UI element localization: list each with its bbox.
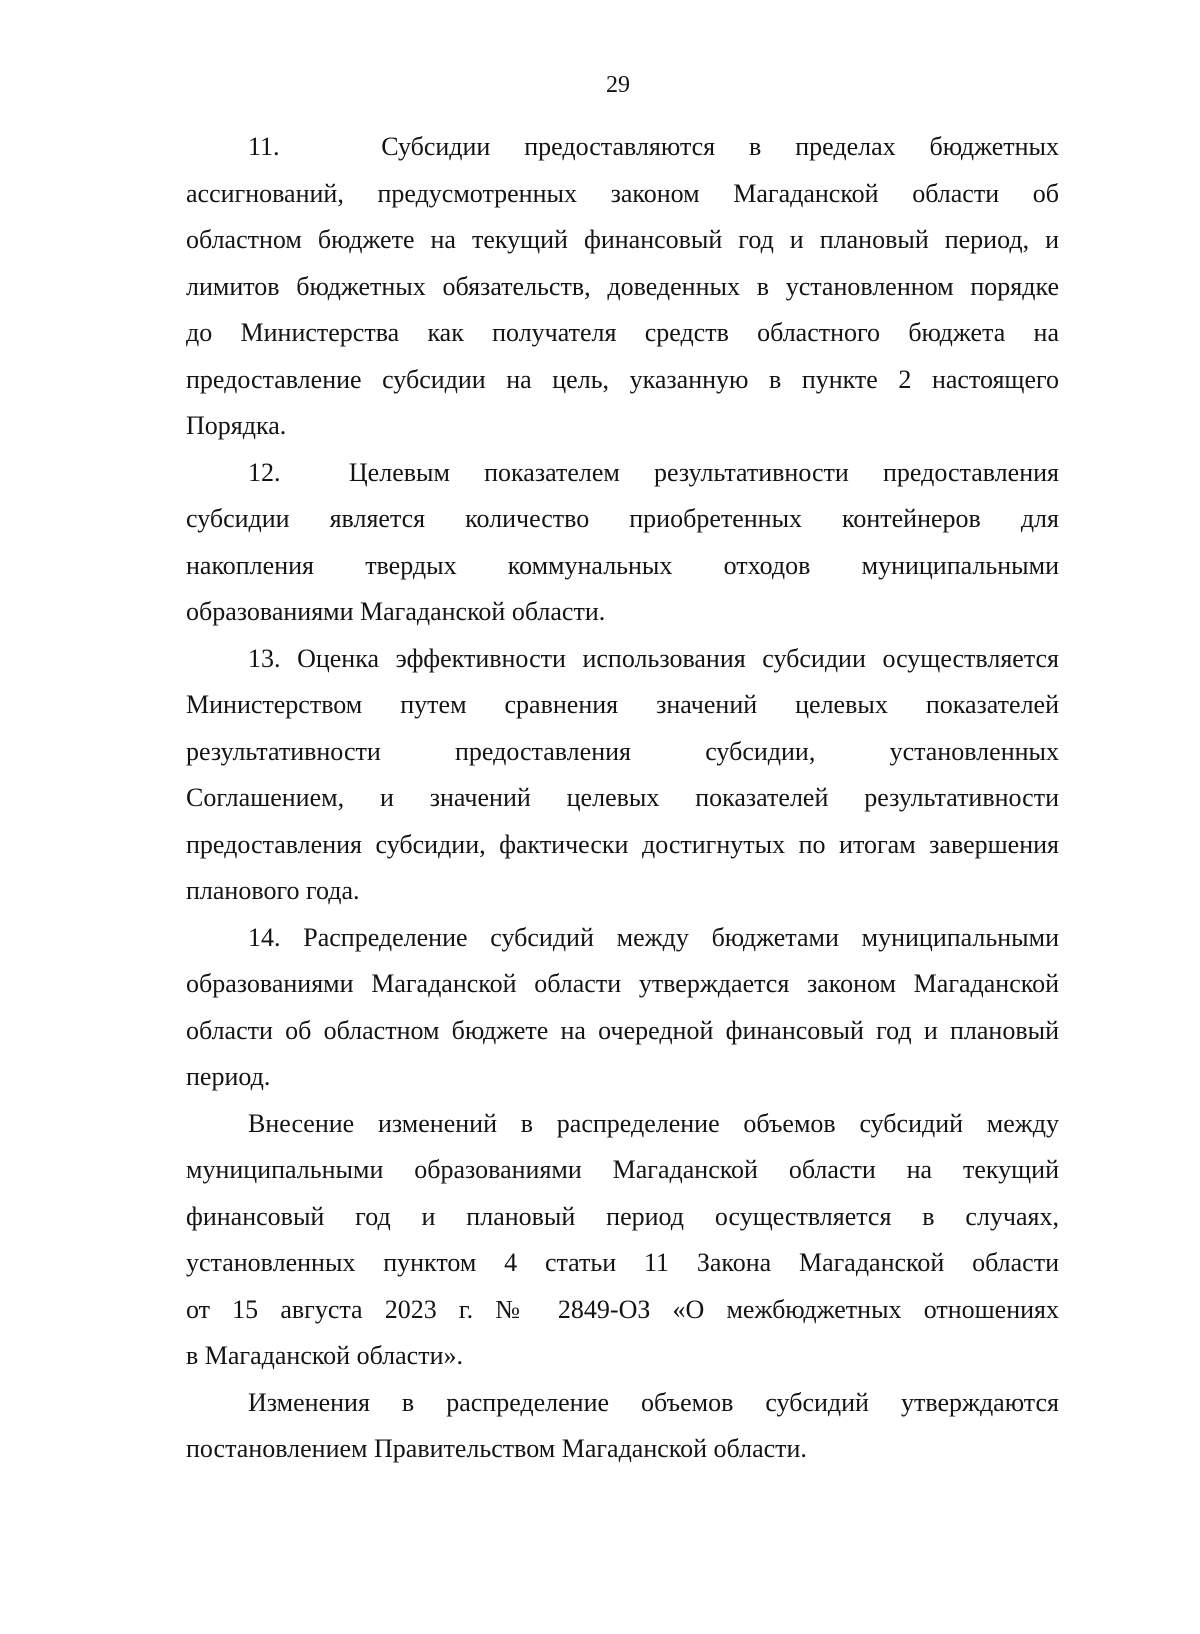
text-line: образованиями Магаданской области утверждается законом Магаданской — [186, 969, 1059, 998]
text-line: области об областном бюджете на очередной финансовый год и плановый — [186, 1015, 1059, 1045]
text-line: результативности предоставления субсидии, установленных — [186, 736, 1059, 766]
text-line: постановлением Правительством Магаданской области. — [186, 1434, 807, 1463]
paragraph-approval — [186, 1380, 1059, 1473]
paragraph-amendments — [186, 1101, 1059, 1380]
text-line: до Министерства как получателя средств областного бюджета на — [186, 318, 1059, 347]
text-line: Изменения в распределение объемов субсидий утверждаются — [248, 1387, 1059, 1417]
text-line: Министерством путем сравнения значений целевых показателей — [186, 690, 1059, 719]
text-line: 13. Оценка эффективности использования субсидии осуществляется — [248, 643, 1059, 673]
paragraph-11 — [186, 124, 1059, 450]
paragraph-12 — [186, 450, 1059, 636]
page-number: 29 — [606, 72, 630, 98]
text-line: установленных пунктом 4 статьи 11 Закона Магаданской области — [186, 1248, 1059, 1277]
text-line: Порядка. — [186, 411, 287, 440]
paragraph-14 — [186, 915, 1059, 1101]
paragraph-13 — [186, 636, 1059, 915]
text-line: 12. Целевым показателем результативности предоставления — [248, 457, 1059, 487]
text-line: планового года. — [186, 876, 360, 905]
text-line: субсидии является количество приобретенных контейнеров для — [186, 504, 1059, 533]
text-line: образованиями Магаданской области. — [186, 597, 606, 626]
text-line: муниципальными образованиями Магаданской области на текущий — [186, 1155, 1059, 1184]
text-line: предоставления субсидии, фактически достигнутых по итогам завершения — [186, 829, 1059, 859]
document-body — [186, 124, 1059, 1473]
text-line: Внесение изменений в распределение объемов субсидий между — [248, 1108, 1059, 1138]
text-line: ассигнований, предусмотренных законом Магаданской области об — [186, 178, 1059, 208]
text-line: лимитов бюджетных обязательств, доведенных в установленном порядке — [186, 271, 1059, 301]
text-line: период. — [186, 1062, 271, 1091]
text-line: Соглашением, и значений целевых показателей результативности — [186, 783, 1059, 812]
text-line: в Магаданской области». — [186, 1341, 463, 1370]
text-line: 11. Субсидии предоставляются в пределах бюджетных — [248, 132, 1059, 161]
text-line: от 15 августа 2023 г. № 2849-ОЗ «О межбюджетных отношениях — [186, 1294, 1059, 1324]
text-line: областном бюджете на текущий финансовый год и плановый период, и — [186, 225, 1059, 254]
text-line: предоставление субсидии на цель, указанную в пункте 2 настоящего — [186, 364, 1059, 394]
text-line: 14. Распределение субсидий между бюджетами муниципальными — [248, 922, 1059, 952]
text-line: накопления твердых коммунальных отходов муниципальными — [186, 550, 1059, 580]
text-line: финансовый год и плановый период осуществляется в случаях, — [186, 1201, 1059, 1231]
